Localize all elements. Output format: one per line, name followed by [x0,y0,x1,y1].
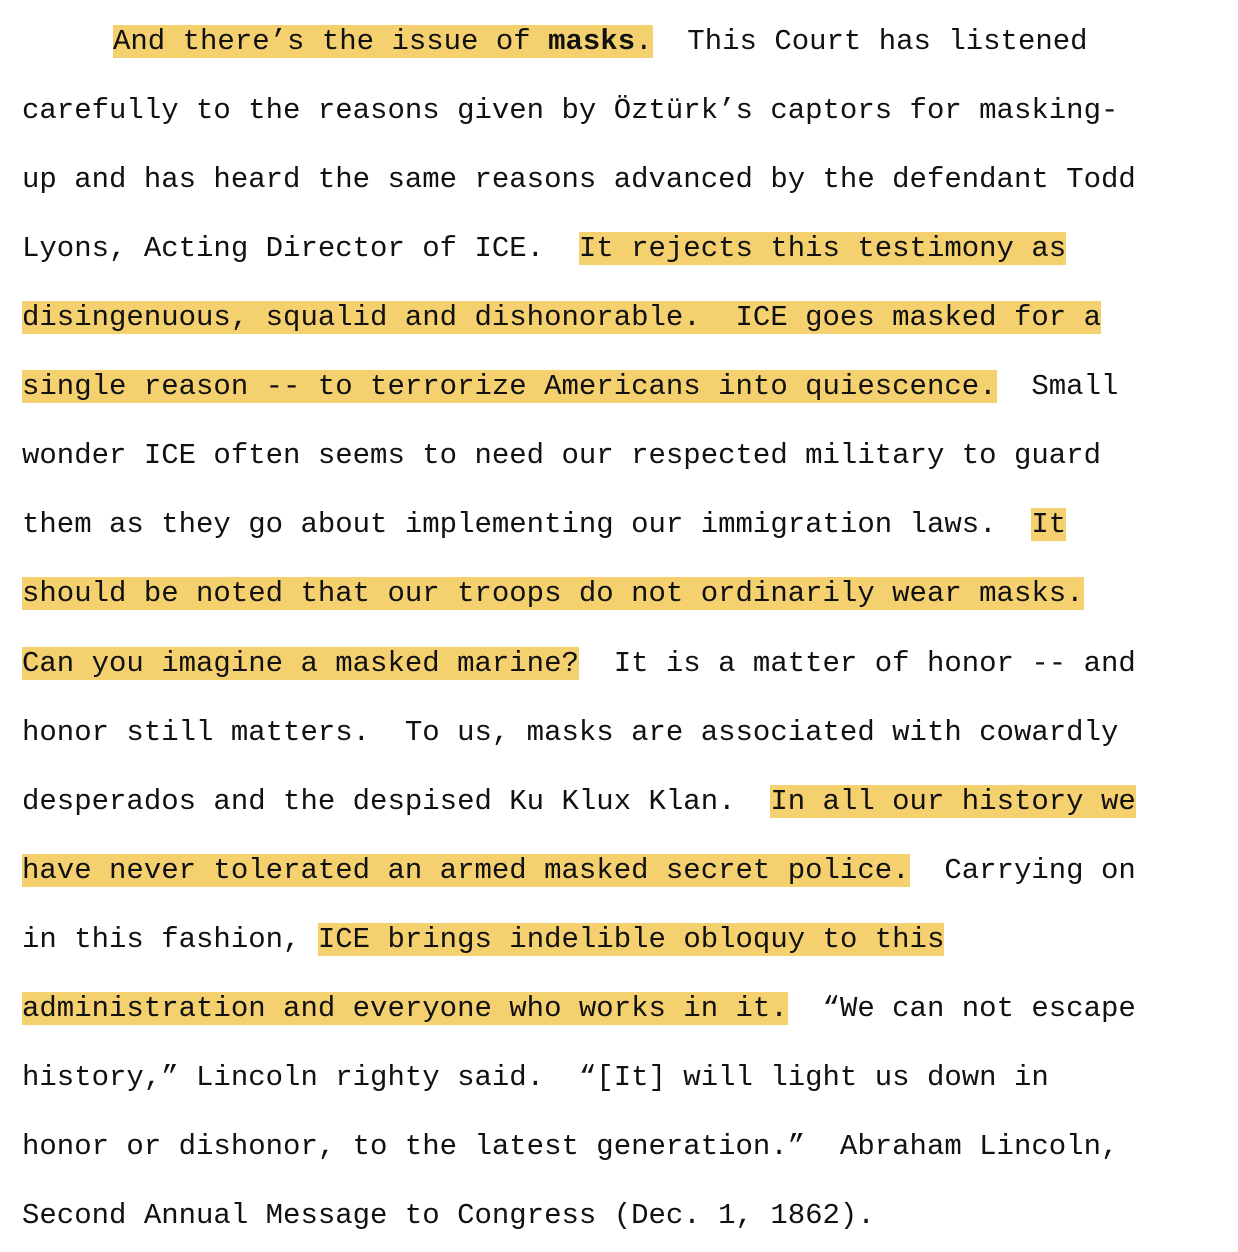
highlighted-text: disingenuous, squalid and dishonorable. ICE goes masked for a [22,301,1101,334]
text-segment: wonder ICE often seems to need our respected military to guard [22,439,1101,472]
highlighted-text: It [1031,508,1067,541]
text-line [22,644,1136,684]
text-segment: carefully to the reasons given by Öztürk’s captors for masking- [22,94,1119,127]
text-line [22,505,1066,545]
text-segment: honor or dishonor, to the latest generation.” Abraham Lincoln, [22,1130,1119,1163]
text-line [22,367,1118,407]
text-segment: “We can not escape [787,992,1136,1025]
highlighted-text: It rejects this testimony as [578,232,1067,265]
text-segment: Carrying on [909,854,1136,887]
text-segment: It is a matter of honor -- and [578,647,1136,680]
text-line [22,574,1084,614]
text-line [22,920,944,960]
highlighted-text: Can you imagine a masked marine? [22,647,579,680]
text-segment: Small [996,370,1119,403]
text-segment: Lyons, Acting Director of ICE. [22,232,579,265]
text-segment: history,” Lincoln righty said. “[It] will light us down in [22,1061,1049,1094]
text-line [22,436,1101,476]
text-line [22,1058,1049,1098]
text-line [22,91,1118,131]
highlighted-text: have never tolerated an armed masked secret police. [22,854,910,887]
highlighted-text: And there’s the issue of [113,25,549,58]
text-line [22,782,1136,822]
highlighted-text: administration and everyone who works in it. [22,992,788,1025]
text-line [22,229,1066,269]
text-segment: Second Annual Message to Congress (Dec. 1, 1862). [22,1199,875,1232]
highlighted-text: should be noted that our troops do not ordinarily wear masks. [22,577,1084,610]
text-segment: This Court has listened [652,25,1088,58]
text-line [22,298,1101,338]
highlighted-text: masks [548,25,636,58]
text-segment: honor still matters. To us, masks are associated with cowardly [22,716,1119,749]
text-line [22,1196,875,1236]
text-line [22,160,1136,200]
text-line [22,1127,1118,1167]
text-line [22,713,1118,753]
highlighted-text: single reason -- to terrorize Americans into quiescence. [22,370,997,403]
text-line [113,22,1088,62]
highlighted-text: ICE brings indelible obloquy to this [317,923,945,956]
highlighted-text: In all our history we [770,785,1136,818]
text-segment: desperados and the despised Ku Klux Klan. [22,785,771,818]
text-segment: up and has heard the same reasons advanced by the defendant Todd [22,163,1136,196]
text-segment: in this fashion, [22,923,318,956]
text-segment: them as they go about implementing our immigration laws. [22,508,1032,541]
text-line [22,851,1136,891]
highlighted-text: . [635,25,653,58]
text-line [22,989,1136,1029]
